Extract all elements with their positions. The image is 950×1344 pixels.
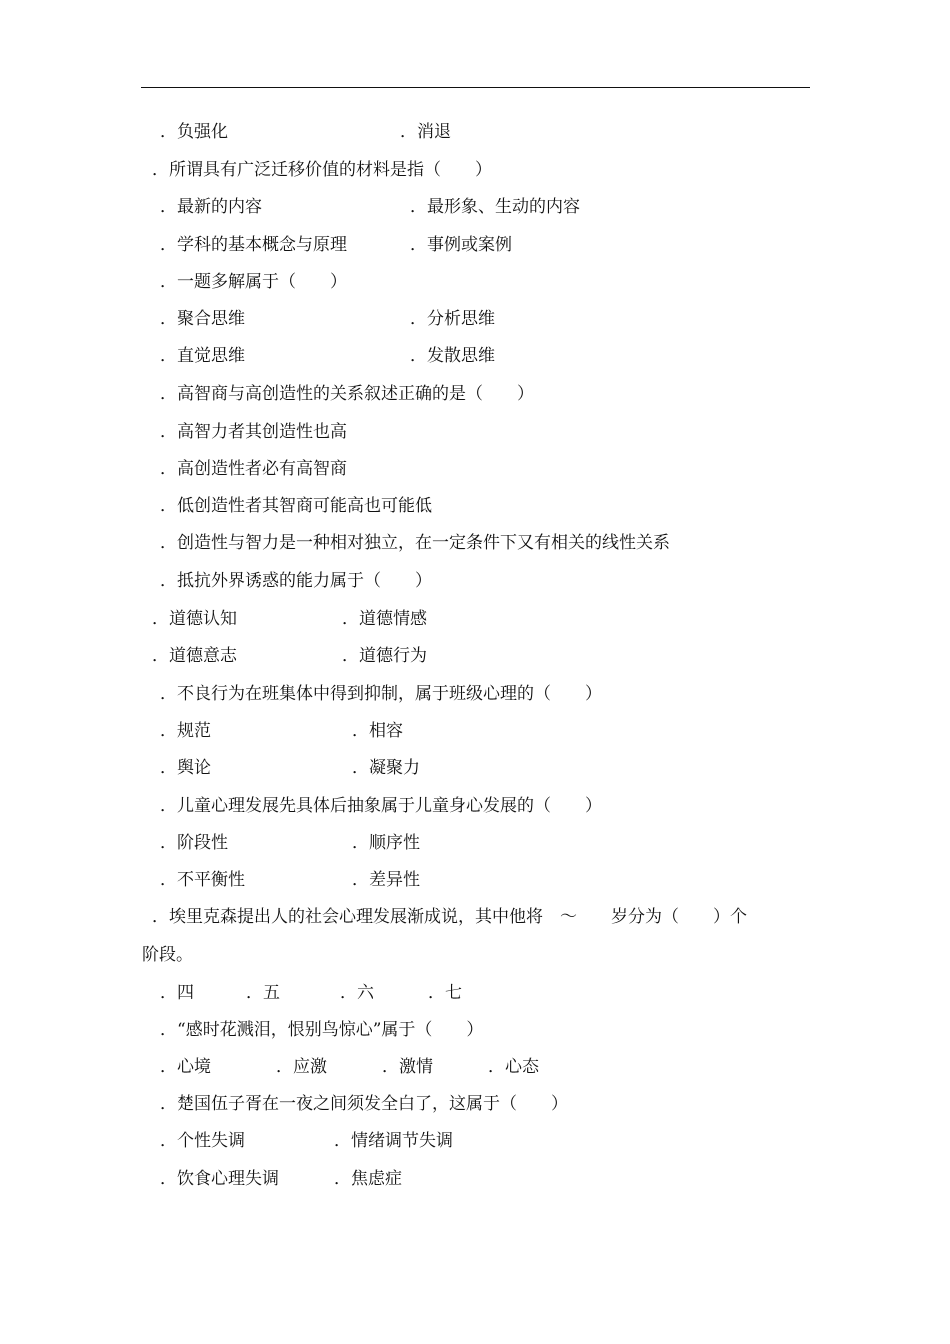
- question-stem: ．抵抗外界诱惑的能力属于（ ）: [160, 571, 432, 591]
- option-d: ．道德行为: [342, 646, 427, 666]
- option-c: ．不平衡性: [160, 870, 245, 890]
- question-stem: ．埃里克森提出人的社会心理发展渐成说，其中他将 ～ 岁分为（ ）个: [152, 907, 747, 927]
- option-b: ．相容: [352, 721, 403, 741]
- option-c: ．低创造性者其智商可能高也可能低: [160, 496, 432, 516]
- option-c: ．激情: [382, 1057, 433, 1077]
- option-b: ．分析思维: [410, 309, 495, 329]
- option-c: ．六: [340, 983, 374, 1003]
- option-a: ．道德认知: [152, 609, 237, 629]
- option-d: ．事例或案例: [410, 235, 512, 255]
- option-b: ．顺序性: [352, 833, 420, 853]
- option-d: ．凝聚力: [352, 758, 420, 778]
- option-b: ．五: [246, 983, 280, 1003]
- question-stem: ．不良行为在班集体中得到抑制，属于班级心理的（ ）: [160, 684, 602, 704]
- option-a: ．聚合思维: [160, 309, 245, 329]
- option-a: ．心境: [160, 1057, 211, 1077]
- option-d: ．发散思维: [410, 346, 495, 366]
- option-d: ．创造性与智力是一种相对独立，在一定条件下又有相关的线性关系: [160, 533, 670, 553]
- question-stem: ．一题多解属于（ ）: [160, 272, 347, 292]
- option-d: ．心态: [488, 1057, 539, 1077]
- option-d: ．差异性: [352, 870, 420, 890]
- option-c: ．舆论: [160, 758, 211, 778]
- option-b: ．高创造性者必有高智商: [160, 459, 347, 479]
- option-c: ．道德意志: [152, 646, 237, 666]
- option-a: ．最新的内容: [160, 197, 262, 217]
- question-stem: ．儿童心理发展先具体后抽象属于儿童身心发展的（ ）: [160, 796, 602, 816]
- option-c: ．负强化: [160, 122, 228, 142]
- header-rule: [141, 87, 810, 88]
- option-a: ．阶段性: [160, 833, 228, 853]
- option-c: ．直觉思维: [160, 346, 245, 366]
- option-b: ．最形象、生动的内容: [410, 197, 580, 217]
- option-b: ．应激: [276, 1057, 327, 1077]
- option-c: ．饮食心理失调: [160, 1169, 279, 1189]
- option-d: ．七: [428, 983, 462, 1003]
- option-a: ．规范: [160, 721, 211, 741]
- option-a: ．个性失调: [160, 1131, 245, 1151]
- option-a: ．四: [160, 983, 194, 1003]
- option-b: ．道德情感: [342, 609, 427, 629]
- question-stem: ．“感时花溅泪，恨别鸟惊心”属于（ ）: [160, 1020, 484, 1040]
- option-d: ．焦虑症: [334, 1169, 402, 1189]
- option-a: ．高智力者其创造性也高: [160, 422, 347, 442]
- option-b: ．情绪调节失调: [334, 1131, 453, 1151]
- option-c: ．学科的基本概念与原理: [160, 235, 347, 255]
- question-stem: ．高智商与高创造性的关系叙述正确的是（ ）: [160, 384, 534, 404]
- question-stem-continued: 阶段。: [142, 945, 193, 965]
- question-stem: ．所谓具有广泛迁移价值的材料是指（ ）: [152, 160, 492, 180]
- option-d: ．消退: [400, 122, 451, 142]
- question-stem: ．楚国伍子胥在一夜之间须发全白了，这属于（ ）: [160, 1094, 568, 1114]
